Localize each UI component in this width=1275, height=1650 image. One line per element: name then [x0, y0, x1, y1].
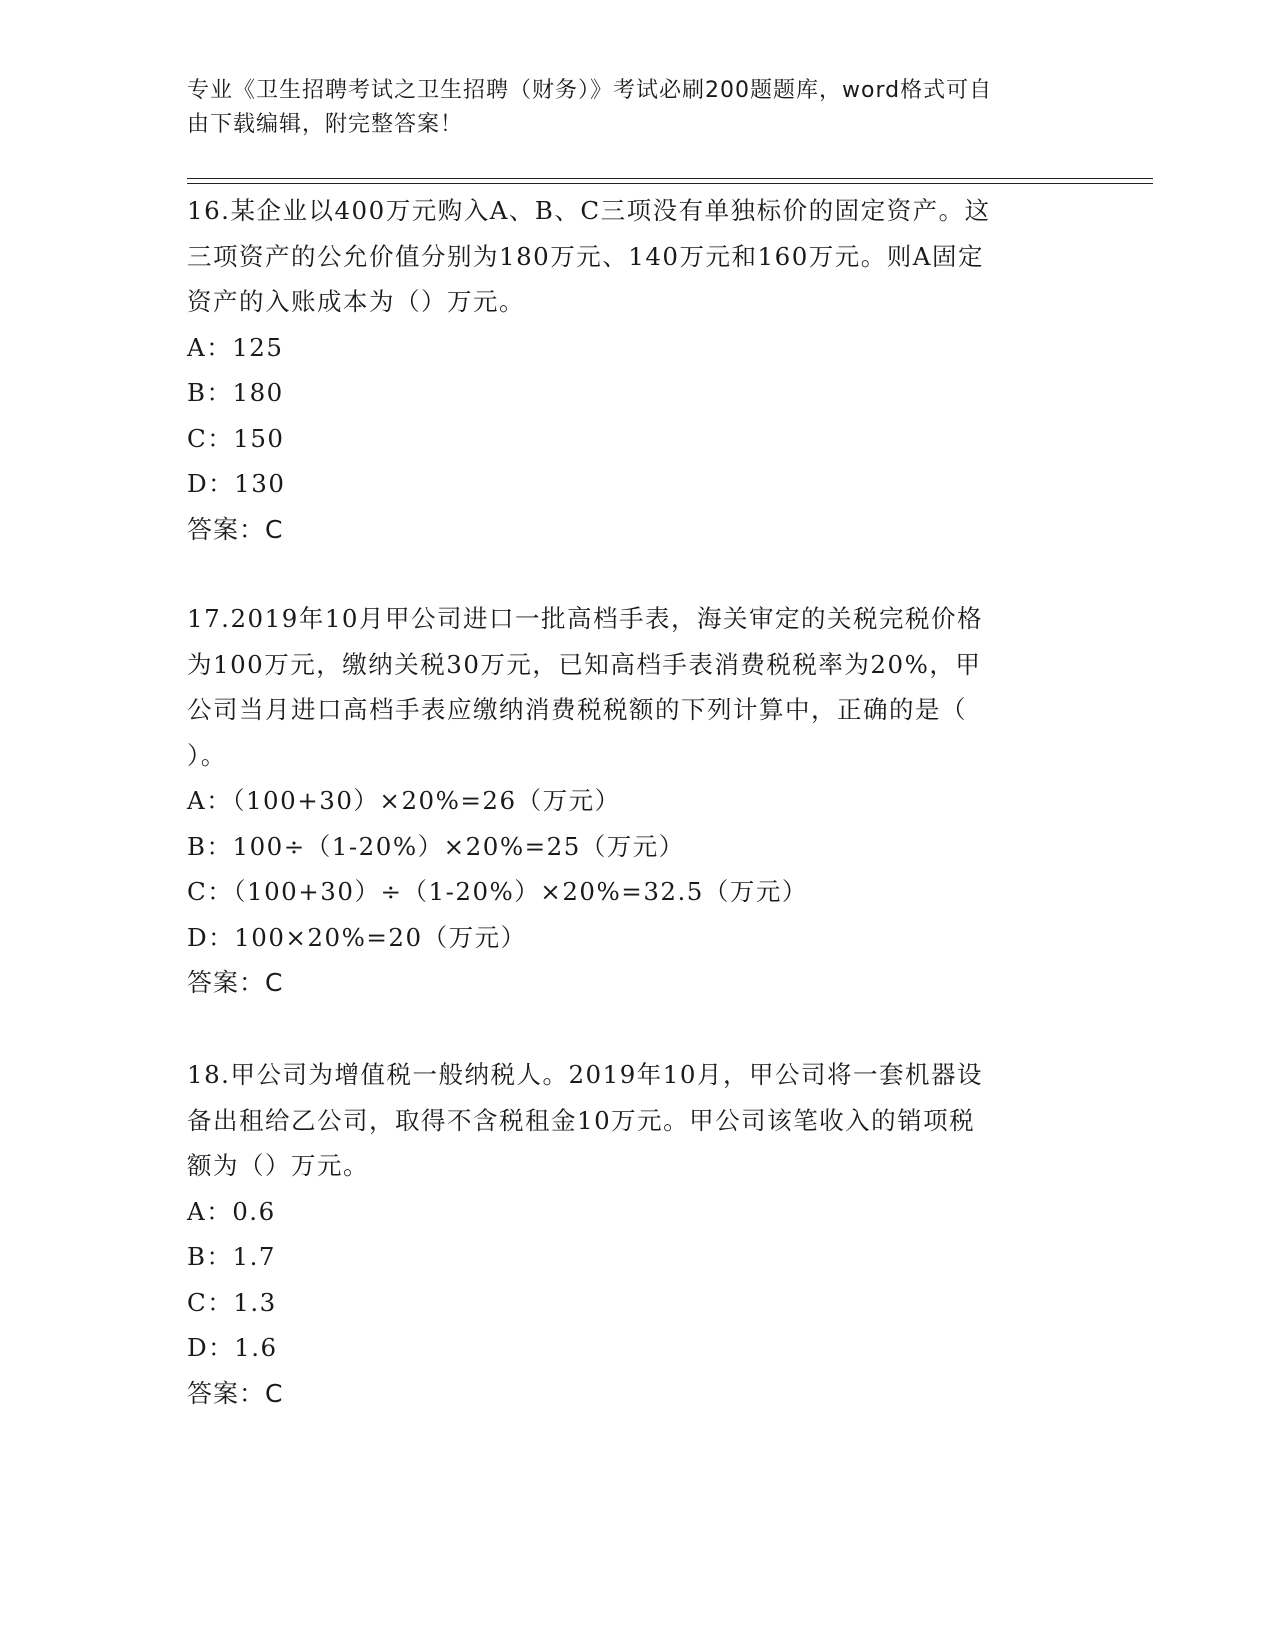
stem-line: 16.某企业以400万元购入A、B、C三项没有单独标价的固定资产。这	[187, 196, 991, 225]
header-divider-bottom	[187, 183, 1153, 184]
stem-line: 公司当月进口高档手表应缴纳消费税税额的下列计算中，正确的是（	[187, 695, 967, 724]
option-d: D：100×20%=20（万元）	[187, 922, 527, 952]
stem-line: 资产的入账成本为（）万元。	[187, 287, 525, 316]
option-c: C：150	[187, 423, 285, 453]
question-stem	[187, 596, 1087, 778]
header-divider-top	[187, 178, 1153, 179]
question-18	[187, 1052, 1087, 1416]
option-list	[187, 778, 1087, 960]
header-line-1: 专业《卫生招聘考试之卫生招聘（财务）》考试必刷200题题库，word格式可自	[187, 78, 993, 103]
option-d: D：1.6	[187, 1333, 278, 1362]
stem-line: 三项资产的公允价值分别为180万元、140万元和160万元。则A固定	[187, 241, 984, 271]
option-b: B：180	[187, 378, 284, 407]
option-b: B：1.7	[187, 1242, 276, 1271]
option-a: A：125	[187, 332, 284, 362]
option-d: D：130	[187, 469, 286, 498]
option-a: A：（100+30）×20%=26（万元）	[187, 786, 621, 815]
question-stem	[187, 1052, 1087, 1189]
option-list	[187, 1189, 1087, 1371]
answer-line: 答案：C	[187, 968, 284, 997]
document-header	[187, 74, 1067, 142]
stem-line: 备出租给乙公司，取得不含税租金10万元。甲公司该笔收入的销项税	[187, 1105, 976, 1135]
stem-line: 17.2019年10月甲公司进口一批高档手表，海关审定的关税完税价格	[187, 604, 983, 633]
option-c: C：（100+30）÷（1-20%）×20%=32.5（万元）	[187, 877, 808, 906]
question-17	[187, 596, 1087, 1006]
answer-line: 答案：C	[187, 1378, 284, 1408]
option-b: B：100÷（1-20%）×20%=25（万元）	[187, 831, 685, 861]
stem-line: 18.甲公司为增值税一般纳税人。2019年10月，甲公司将一套机器设	[187, 1060, 983, 1089]
question-stem	[187, 188, 1087, 325]
stem-line: 额为（）万元。	[187, 1151, 369, 1180]
option-list	[187, 325, 1087, 507]
header-line-2: 由下载编辑，附完整答案！	[187, 112, 464, 137]
question-16	[187, 188, 1087, 552]
stem-line: 为100万元，缴纳关税30万元，已知高档手表消费税税率为20%，甲	[187, 649, 982, 679]
option-c: C：1.3	[187, 1287, 277, 1317]
stem-line: ）。	[187, 740, 227, 770]
answer-line: 答案：C	[187, 514, 284, 544]
option-a: A：0.6	[187, 1196, 276, 1226]
